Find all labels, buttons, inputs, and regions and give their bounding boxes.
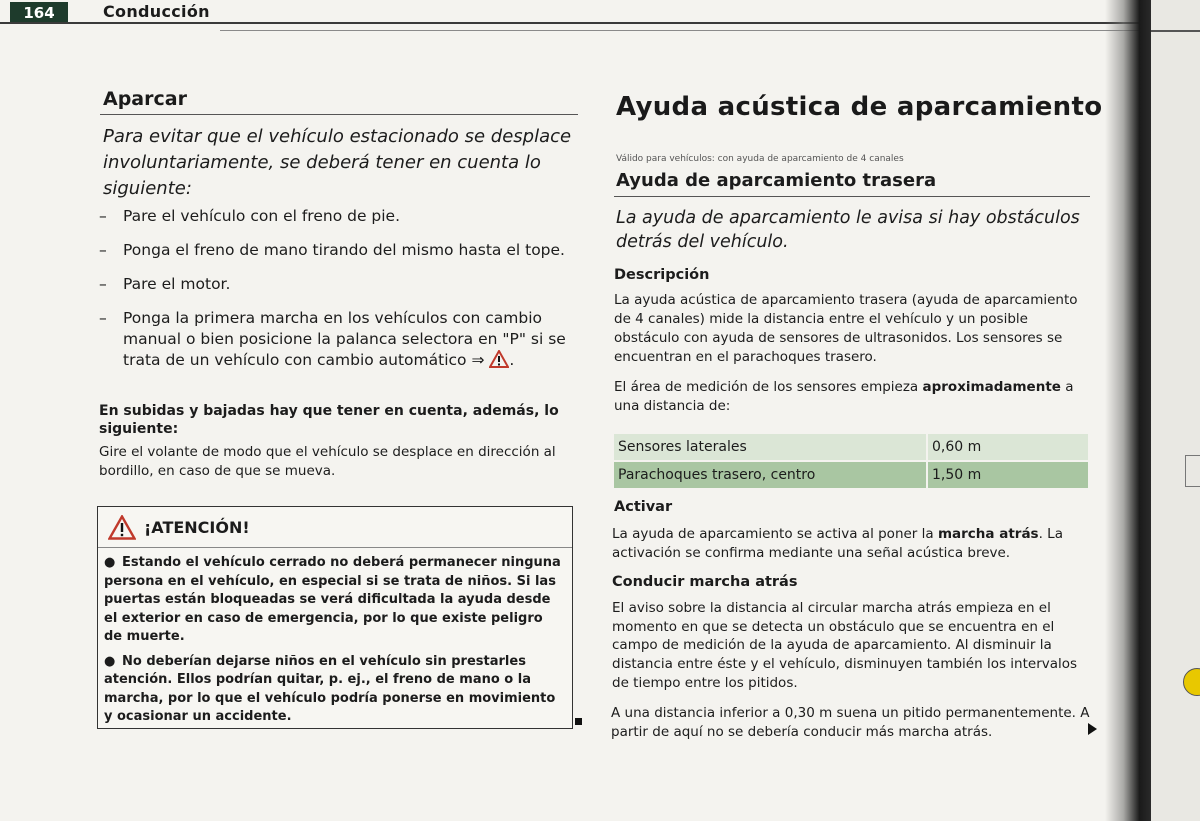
sub-heading-rule xyxy=(614,196,1090,197)
step-item: – Pare el motor. xyxy=(99,274,579,295)
step-item: – Pare el vehículo con el freno de pie. xyxy=(99,206,579,227)
reverse-text: El aviso sobre la distancia al circular marcha atrás empieza en el momento en que se detecta un obstáculo que se encuentra en el campo de medición de la ayuda de aparcamiento. Al disminuir la distancia entre éste y el vehículo, disminuyen también los intervalos de tiempo entre los pitidos. xyxy=(612,600,1078,691)
warning-title: ¡ATENCIÓN! xyxy=(144,517,250,537)
table-cell-label: Parachoques trasero, centro xyxy=(614,461,927,488)
intro-left: Para evitar que el vehículo estacionado se desplace involuntariamente, se deberá tener en cuenta lo siguiente: xyxy=(103,126,572,199)
header-rule-thin xyxy=(220,30,1145,31)
step-list xyxy=(99,206,579,384)
book-spine-shadow xyxy=(1105,0,1151,821)
description-text: La ayuda acústica de aparcamiento trasera (ayuda de aparcamiento de 4 canales) mide la distancia entre el vehículo y un posible obstáculo con ayuda de sensores de ultrasonidos. Los sensores se encuentran en el parachoques trasero. xyxy=(614,292,1078,365)
header-rule xyxy=(0,22,1145,24)
measurement-area-text: El área de medición de los sensores empieza aproximadamente a una distancia de: xyxy=(614,379,1074,414)
step-item: – Ponga el freno de mano tirando del mismo hasta el tope. xyxy=(99,240,579,261)
warning-header xyxy=(98,507,572,548)
next-page-rule xyxy=(1151,30,1200,32)
warning-box xyxy=(97,506,573,729)
page-number: 164 xyxy=(10,2,68,24)
table-cell-value: 0,60 m xyxy=(927,434,1088,461)
table-row xyxy=(614,461,1088,488)
warning-item: ● Estando el vehículo cerrado no deberá permanecer ninguna persona en el vehículo, en especial si se trata de niños. Si las puertas están bloqueadas se verá dificultada la ayuda desde el exterior en caso de emergencia, por lo que existe peligro de muerte. xyxy=(104,555,561,644)
warning-triangle-icon xyxy=(108,515,136,540)
warning-item: ● No deberían dejarse niños en el vehículo sin prestarles atención. Ellos podrían quitar, p. ej., el freno de mano o la marcha, por lo que el vehículo podría ponerse en movimiento y ocasionar un accidente. xyxy=(104,653,556,724)
step-item: – Ponga la primera marcha en los vehículos con cambio manual o bien posicione la palanca selectora en "P" si se trata de un vehículo con cambio automático ⇒ . xyxy=(99,308,579,371)
distance-table xyxy=(614,434,1088,488)
slopes-heading: En subidas y bajadas hay que tener en cuenta, además, lo siguiente: xyxy=(99,403,559,437)
next-page-warning-box xyxy=(1185,455,1200,487)
end-marker xyxy=(575,718,582,725)
table-row xyxy=(614,434,1088,461)
heading-rule xyxy=(100,114,578,115)
reverse-heading: Conducir marcha atrás xyxy=(612,574,798,590)
closing-text: A una distancia inferior a 0,30 m suena un pitido permanentemente. A partir de aquí no se debería conducir más marcha atrás. xyxy=(611,705,1090,740)
activate-heading: Activar xyxy=(614,499,673,515)
warning-body xyxy=(98,548,572,727)
table-cell-label: Sensores laterales xyxy=(614,434,927,461)
intro-right: La ayuda de aparcamiento le avisa si hay obstáculos detrás del vehículo. xyxy=(616,208,1080,252)
main-heading: Ayuda acústica de aparcamiento xyxy=(616,92,1103,122)
table-cell-value: 1,50 m xyxy=(927,461,1088,488)
sub-heading: Ayuda de aparcamiento trasera xyxy=(616,170,937,191)
next-page-edge xyxy=(1151,0,1200,821)
description-heading: Descripción xyxy=(614,267,710,283)
activate-text: La ayuda de aparcamiento se activa al poner la marcha atrás. La activación se confirma mediante una señal acústica breve. xyxy=(612,526,1063,561)
slopes-text: Gire el volante de modo que el vehículo se desplace en dirección al bordillo, en caso de que se mueva. xyxy=(99,444,556,479)
heading-aparcar: Aparcar xyxy=(103,88,187,110)
validity-note: Válido para vehículos: con ayuda de aparcamiento de 4 canales xyxy=(616,154,904,164)
continue-arrow-icon xyxy=(1088,723,1097,735)
warning-triangle-icon xyxy=(489,350,509,368)
section-title: Conducción xyxy=(103,2,210,21)
